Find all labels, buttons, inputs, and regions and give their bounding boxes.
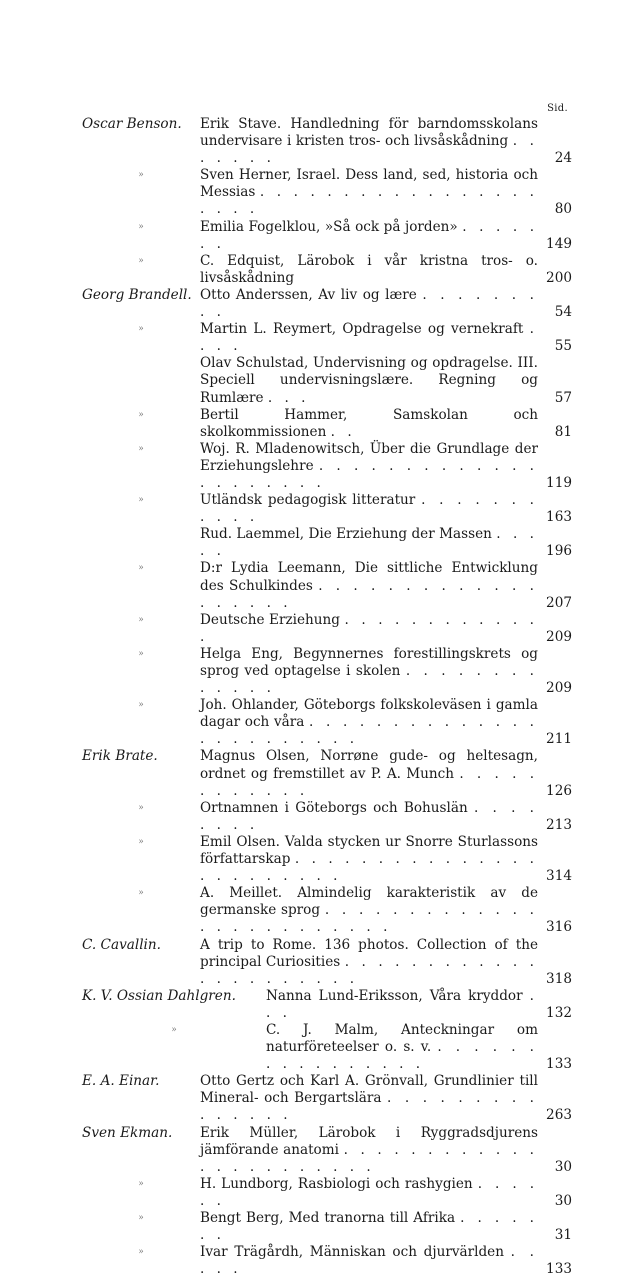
page-number: 211: [546, 731, 572, 748]
page-number: 209: [546, 680, 572, 697]
leader-dots: . . . . . . . . . . . . .: [200, 611, 538, 645]
title-text: Joh. Ohlander, Göteborgs folkskoleväsen i gamla dagar och våra: [200, 697, 538, 731]
page-number: 80: [554, 201, 572, 218]
leader-dots: . . . . . . .: [200, 218, 539, 252]
title-text: Otto Gertz och Karl A. Grönvall, Grundlinier till Mineral- och Bergartslära: [200, 1073, 538, 1107]
book-title: [200, 748, 538, 799]
book-title: [200, 1210, 538, 1244]
ditto-mark: »: [138, 1247, 144, 1258]
index-entry: [82, 612, 572, 646]
ditto-mark: »: [138, 443, 144, 454]
index-entry: [82, 167, 572, 218]
ditto-mark: »: [138, 700, 144, 711]
title-text: Ortnamnen i Göteborgs och Bohuslän: [200, 799, 468, 816]
index-entry: [82, 1210, 572, 1244]
leader-dots: . . . . . . . . . . . . . . . . . . . . . . . . .: [200, 902, 538, 936]
index-entry: [82, 441, 572, 492]
index-entry: [82, 287, 572, 321]
leader-dots: . . .: [267, 389, 310, 406]
index-entry: [82, 1176, 572, 1210]
title-text: Erik Stave. Handledning för barndomsskolans undervisare i kristen tros- och livsåskådning: [200, 116, 538, 150]
book-title: [200, 253, 538, 287]
ditto-mark: »: [138, 409, 144, 420]
page-number: 126: [546, 782, 572, 799]
book-title: [266, 1022, 538, 1073]
ditto-mark: »: [138, 324, 144, 335]
leader-dots: . . . . . . . . . . .: [200, 492, 538, 526]
ditto-mark: »: [138, 255, 144, 266]
title-text: Ivar Trägårdh, Människan och djurvärlden: [200, 1244, 504, 1261]
book-title: [200, 1176, 538, 1210]
book-title: [200, 321, 538, 355]
index-entry: [82, 407, 572, 441]
leader-dots: . . . . . . . . . . . .: [200, 765, 539, 799]
book-title: [200, 441, 538, 492]
title-text: C. Edquist, Lärobok i vår kristna tros- o. livsåskådning: [200, 252, 538, 286]
page-number: 119: [546, 474, 572, 491]
title-text: Erik Müller, Lärobok i Ryggradsdjurens jämförande anatomi: [200, 1124, 538, 1158]
title-text: D:r Lydia Leemann, Die sittliche Entwicklung des Schulkindes: [200, 560, 538, 594]
reviewer-name: Sven Ekman.: [82, 1124, 173, 1141]
title-text: Nanna Lund-Eriksson, Våra kryddor: [266, 987, 523, 1004]
book-title: [266, 988, 538, 1022]
book-title: [200, 646, 538, 697]
index-entry: [82, 492, 572, 526]
book-title: [200, 167, 538, 218]
leader-dots: . . . . . . . . . . . . . . . . . . . . . . . .: [200, 714, 538, 748]
leader-dots: . . . . . . . . . . . . . . . . . . . . .: [200, 184, 538, 218]
book-title: [200, 492, 538, 526]
leader-dots: . . . . . . . . . . . . . . . .: [266, 1039, 538, 1073]
page-number: 149: [546, 235, 572, 252]
title-text: Magnus Olsen, Norrøne gude- og heltesagn, ordnet og fremstillet av P. A. Munch: [200, 748, 538, 782]
index-entry: [82, 560, 572, 611]
page-number: 318: [546, 970, 572, 987]
leader-dots: . . . . . . . . . . . . . . . . . . . . . . .: [200, 1141, 539, 1175]
page-number: 24: [554, 150, 572, 167]
title-text: Bertil Hammer, Samskolan och skolkommissionen: [200, 406, 538, 440]
book-title: [200, 116, 538, 167]
index-entry: [82, 321, 572, 355]
leader-dots: . . . . .: [200, 1244, 539, 1278]
page-number: 30: [554, 1192, 572, 1209]
book-title: [200, 219, 538, 253]
reviewer-name: C. Cavallin.: [82, 936, 161, 953]
title-text: Rud. Laemmel, Die Erziehung der Massen: [200, 526, 492, 543]
page-number: 133: [546, 1056, 572, 1073]
reviewer-name: K. V. Ossian Dahlgren.: [82, 987, 236, 1004]
leader-dots: . . . . . .: [200, 1175, 539, 1209]
title-text: Martin L. Reymert, Opdragelse og vernekraft: [200, 321, 524, 338]
page-column-heading: Sid.: [547, 103, 568, 114]
ditto-mark: »: [138, 802, 144, 813]
index-entry: [82, 885, 572, 936]
index-entry: [82, 988, 572, 1022]
page-number: 133: [546, 1261, 572, 1278]
title-text: Sven Herner, Israel. Dess land, sed, historia och Messias: [200, 167, 538, 201]
book-title: [200, 697, 538, 748]
title-text: Otto Anderssen, Av liv og lære: [200, 286, 417, 303]
index-entry: [82, 697, 572, 748]
page-number: 263: [546, 1107, 572, 1124]
book-title: [200, 287, 538, 321]
title-text: Bengt Berg, Med tranorna till Afrika: [200, 1210, 456, 1226]
title-text: C. J. Malm, Anteckningar om naturföreteelser o. s. v.: [266, 1021, 538, 1056]
index-entry: [82, 116, 572, 167]
leader-dots: . . . .: [200, 321, 538, 355]
book-title: [200, 526, 538, 560]
leader-dots: . . . . . . . . . . . . . . . . . . . . .: [200, 457, 538, 491]
index-entry: [82, 646, 572, 697]
page-number: 213: [546, 816, 572, 833]
reviewer-name: Georg Brandell.: [82, 286, 192, 303]
index-entry: [82, 219, 572, 253]
book-title: [200, 937, 538, 988]
ditto-mark: »: [138, 614, 144, 625]
ditto-mark: »: [138, 170, 144, 181]
leader-dots: . . . . . . .: [200, 1210, 538, 1244]
title-text: Deutsche Erziehung: [200, 611, 341, 628]
leader-dots: . . . . .: [200, 526, 538, 560]
page-number: 200: [546, 269, 572, 286]
leader-dots: . . . . . . .: [200, 133, 539, 167]
ditto-mark: »: [138, 221, 144, 232]
ditto-mark: »: [138, 563, 144, 574]
book-title: [200, 800, 538, 834]
ditto-mark: »: [138, 495, 144, 506]
leader-dots: . . . . . . . . .: [200, 286, 538, 321]
index-entry: [82, 1022, 572, 1073]
title-text: Emil Olsen. Valda stycken ur Snorre Sturlassons författarskap: [200, 833, 538, 868]
reviewer-name: E. A. Einar.: [82, 1073, 160, 1090]
leader-dots: . . . . . . . .: [200, 799, 539, 833]
title-text: Emilia Fogelklou, »Så ock på jorden»: [200, 218, 458, 235]
book-title: [200, 1244, 538, 1278]
book-title: [200, 1073, 538, 1124]
reviewer-name: Oscar Benson.: [82, 116, 182, 132]
index-entry: [82, 253, 572, 287]
index-entry: [82, 1073, 572, 1124]
leader-dots: . .: [330, 423, 356, 440]
page-number: 316: [546, 919, 572, 936]
title-text: A trip to Rome. 136 photos. Collection of the principal Curiosities: [200, 936, 538, 970]
leader-dots: . . . . . . . . . . . . . . . . . . . . . . . .: [200, 851, 538, 885]
title-text: Helga Eng, Begynnernes forestillingskrets og sprog ved optagelse i skolen: [200, 645, 538, 679]
book-title: [200, 355, 538, 406]
page-number: 314: [546, 868, 572, 885]
page-number: 30: [554, 1158, 572, 1175]
leader-dots: . . . . . . . . . . . . . . .: [200, 1090, 538, 1124]
ditto-mark: »: [171, 1024, 177, 1035]
page-number: 132: [546, 1004, 572, 1021]
ditto-mark: »: [138, 648, 144, 659]
page-number: 81: [554, 423, 572, 440]
index-entry: [82, 355, 572, 406]
index-entry: [82, 526, 572, 560]
ditto-mark: »: [138, 836, 144, 847]
ditto-mark: »: [138, 1213, 144, 1223]
book-title: [200, 834, 538, 885]
book-title: [200, 1125, 538, 1176]
book-title: [200, 560, 538, 611]
page-number: 55: [554, 338, 572, 355]
page-number: 196: [546, 543, 572, 560]
page-number: 163: [546, 509, 572, 526]
page-number: 57: [554, 389, 572, 406]
index-entry: [82, 800, 572, 834]
leader-dots: . . .: [266, 987, 538, 1021]
leader-dots: . . . . . . . . . . . . .: [200, 663, 538, 697]
title-text: Utländsk pedagogisk litteratur: [200, 492, 416, 509]
page-number: 207: [546, 594, 572, 611]
leader-dots: . . . . . . . . . . . . . . . . . . .: [200, 577, 538, 611]
ditto-mark: »: [138, 888, 144, 899]
index-entry: [82, 1244, 572, 1278]
page-number: 54: [554, 304, 572, 321]
title-text: Woj. R. Mladenowitsch, Über die Grundlage der Erziehungslehre: [200, 440, 538, 474]
page-number: 31: [554, 1227, 572, 1244]
title-text: Olav Schulstad, Undervisning og opdragelse. III. Speciell undervisningslære. Regning og Rumlære: [200, 355, 538, 406]
index-entry: [82, 1125, 572, 1176]
index-entry: [82, 748, 572, 799]
leader-dots: . . . . . . . . . . . . . . . . . . . . . .: [200, 953, 538, 987]
index-entry: [82, 834, 572, 885]
title-text: H. Lundborg, Rasbiologi och rashygien: [200, 1175, 473, 1192]
reviewer-name: Erik Brate.: [82, 748, 158, 765]
book-title: [200, 885, 538, 936]
title-text: A. Meillet. Almindelig karakteristik av de germanske sprog: [200, 885, 538, 919]
index-entry: [82, 937, 572, 988]
book-title: [200, 407, 538, 441]
page-number: 209: [546, 628, 572, 645]
review-index-list: [82, 116, 572, 1278]
book-title: [200, 612, 538, 646]
ditto-mark: »: [138, 1178, 144, 1189]
